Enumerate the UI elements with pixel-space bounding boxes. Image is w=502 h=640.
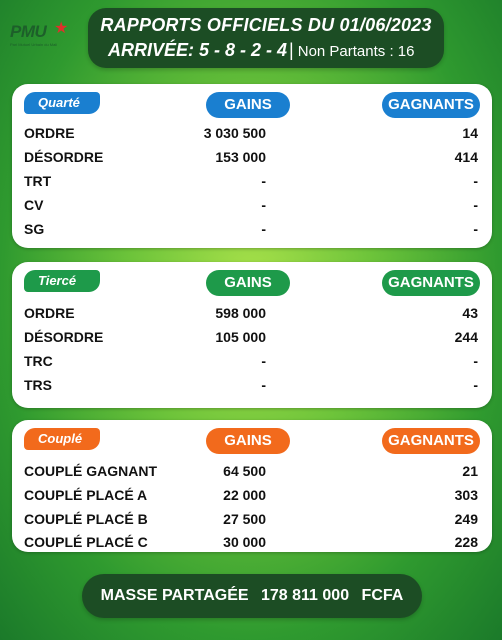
table-row xyxy=(12,149,492,169)
pmu-logo xyxy=(10,22,80,52)
table-row xyxy=(12,329,492,349)
row-gain: - xyxy=(261,197,266,213)
row-winners: 244 xyxy=(454,329,478,345)
gains-header: GAINS xyxy=(206,428,290,454)
couple-tag: Couplé xyxy=(24,428,100,450)
row-gain: 30 000 xyxy=(223,534,266,550)
row-name: TRC xyxy=(24,353,53,369)
report-title: RAPPORTS OFFICIELS DU 01/06/2023 xyxy=(100,15,432,35)
star-icon: ★ xyxy=(54,20,69,37)
table-row xyxy=(12,511,492,531)
table-row xyxy=(12,353,492,373)
row-winners: - xyxy=(473,197,478,213)
quarte-tag: Quarté xyxy=(24,92,100,114)
row-name: TRS xyxy=(24,377,52,393)
table-row xyxy=(12,197,492,217)
row-gain: 153 000 xyxy=(215,149,266,165)
quarte-card xyxy=(12,84,492,248)
row-gain: 22 000 xyxy=(223,487,266,503)
row-gain: - xyxy=(261,377,266,393)
logo-tagline: Pari Mutuel Urbain du Mali xyxy=(10,42,58,47)
tierce-card xyxy=(12,262,492,408)
row-gain: 105 000 xyxy=(215,329,266,345)
pool-currency: FCFA xyxy=(361,587,404,604)
table-row xyxy=(12,463,492,483)
row-name: DÉSORDRE xyxy=(24,149,104,165)
row-name: SG xyxy=(24,221,45,237)
gains-header: GAINS xyxy=(206,270,290,296)
arrival-line xyxy=(108,40,444,61)
row-name: COUPLÉ GAGNANT xyxy=(24,463,157,479)
row-winners: 228 xyxy=(454,534,478,550)
row-name: CV xyxy=(24,197,44,213)
table-row xyxy=(12,305,492,325)
report-header xyxy=(88,8,444,68)
row-winners: 414 xyxy=(454,149,478,165)
row-gain: 598 000 xyxy=(215,305,266,321)
row-gain: - xyxy=(261,221,266,237)
separator: | xyxy=(289,40,294,60)
table-row xyxy=(12,534,492,554)
gains-header: GAINS xyxy=(206,92,290,118)
table-row xyxy=(12,221,492,241)
row-name: ORDRE xyxy=(24,125,75,141)
row-winners: - xyxy=(473,173,478,189)
row-gain: - xyxy=(261,353,266,369)
row-winners: - xyxy=(473,221,478,237)
row-winners: - xyxy=(473,353,478,369)
row-gain: - xyxy=(261,173,266,189)
row-gain: 64 500 xyxy=(223,463,266,479)
table-row xyxy=(12,125,492,145)
row-name: TRT xyxy=(24,173,52,189)
row-name: ORDRE xyxy=(24,305,75,321)
row-winners: 43 xyxy=(462,305,478,321)
row-winners: 14 xyxy=(462,125,478,141)
pool-label: MASSE PARTAGÉE xyxy=(100,587,249,604)
row-gain: 27 500 xyxy=(223,511,266,527)
tierce-tag: Tiercé xyxy=(24,270,100,292)
gagnants-header: GAGNANTS xyxy=(382,92,480,118)
table-row xyxy=(12,173,492,193)
logo-text: PMU xyxy=(10,22,47,41)
table-row xyxy=(12,487,492,507)
pool-amount: 178 811 000 xyxy=(261,587,350,604)
couple-card xyxy=(12,420,492,552)
gagnants-header: GAGNANTS xyxy=(382,270,480,296)
row-name: COUPLÉ PLACÉ B xyxy=(24,511,148,527)
shared-pool-banner xyxy=(82,574,422,618)
row-name: DÉSORDRE xyxy=(24,329,104,345)
row-winners: 303 xyxy=(454,487,478,503)
row-winners: 249 xyxy=(454,511,478,527)
arrival-result: ARRIVÉE: 5 - 8 - 2 - 4 xyxy=(108,40,288,60)
table-row xyxy=(12,377,492,397)
row-name: COUPLÉ PLACÉ C xyxy=(24,534,148,550)
row-winners: - xyxy=(473,377,478,393)
row-winners: 21 xyxy=(462,463,478,479)
gagnants-header: GAGNANTS xyxy=(382,428,480,454)
row-gain: 3 030 500 xyxy=(203,125,266,141)
row-name: COUPLÉ PLACÉ A xyxy=(24,487,148,503)
non-partants: Non Partants : 16 xyxy=(297,43,415,60)
